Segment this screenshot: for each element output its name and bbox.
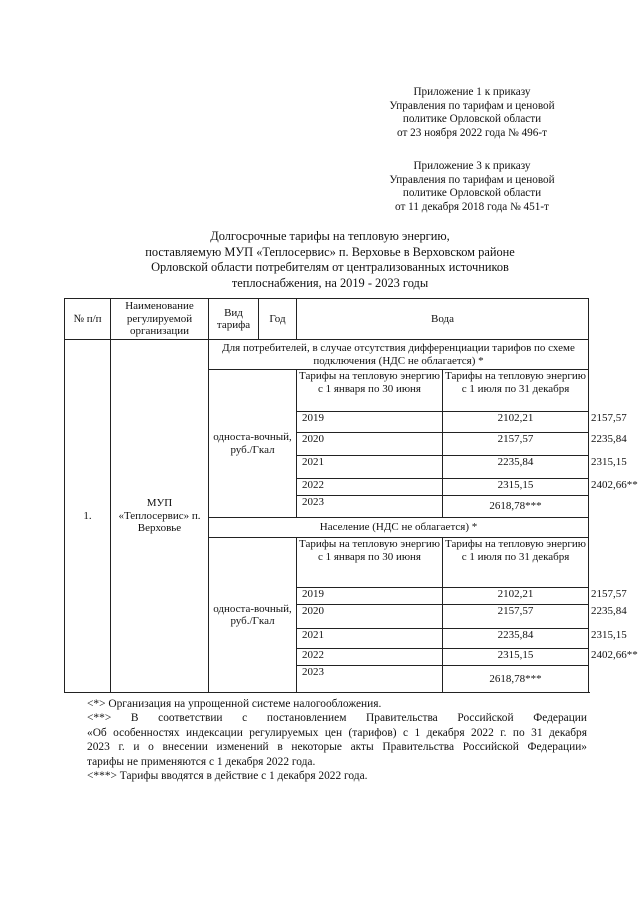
value-cell: 2102,21 bbox=[443, 588, 589, 605]
value-cell: 2235,84 bbox=[443, 629, 589, 649]
value-cell: 2102,21 bbox=[443, 412, 589, 433]
header-type: Вид тарифа bbox=[209, 299, 259, 340]
header-num: № п/п bbox=[65, 299, 111, 340]
table-row: 2019 2102,21 2157,57 bbox=[65, 412, 589, 433]
table-row: 2021 2235,84 2315,15 bbox=[65, 629, 589, 649]
value-cell: 2157,57 bbox=[443, 605, 589, 629]
appendix-1-line: Управления по тарифам и ценовой bbox=[389, 99, 555, 112]
appendix-3-line: Приложение 3 к приказу bbox=[413, 160, 531, 172]
appendix-3-header bbox=[372, 160, 572, 214]
footnote-3: <***> Тарифы вводятся в действие с 1 декабря 2022 года. bbox=[87, 770, 368, 783]
year-cell: 2019 bbox=[297, 588, 443, 605]
title-line: Долгосрочные тарифы на тепловую энергию, bbox=[210, 229, 450, 243]
footnote-2-line: <**> В соответствии с постановлением Правительства Российской Федерации bbox=[87, 712, 587, 725]
document-title bbox=[100, 229, 560, 291]
year-cell: 2022 bbox=[297, 649, 443, 666]
section-2-tariff-type: односта-вочный, руб./Гкал bbox=[209, 538, 297, 693]
footnote-2-line: 2023 г. и о внесении изменений в некоторые акты Правительства Российской Федерации» bbox=[87, 741, 587, 754]
section-1-col2-header: Тарифы на тепловую энергию с 1 июля по 31 декабря bbox=[443, 370, 589, 412]
value-cell: 2315,15 bbox=[443, 479, 589, 496]
header-water: Вода bbox=[297, 299, 589, 340]
table-row: 2022 2315,15 2402,66** bbox=[65, 649, 589, 666]
title-line: поставляемую МУП «Теплосервис» п. Верховье в Верховском районе bbox=[145, 244, 515, 259]
section-1-col1-header: Тарифы на тепловую энергию с 1 января по 30 июня bbox=[297, 370, 443, 412]
footnote-2-line: «Об особенностях индексации регулируемых цен (тарифов) с 1 декабря 2022 г. по 31 декабря bbox=[87, 726, 587, 739]
appendix-1-line: политике Орловской области bbox=[402, 113, 542, 126]
footnotes bbox=[87, 697, 587, 783]
section-1-title-row bbox=[65, 340, 589, 370]
tariff-table bbox=[64, 298, 638, 693]
table-row: 2020 2157,57 2235,84 bbox=[65, 433, 589, 456]
title-line: Орловской области потребителям от централизованных источников bbox=[151, 260, 509, 274]
year-cell: 2022 bbox=[297, 479, 443, 496]
value-cell: 2315,15 bbox=[443, 649, 589, 666]
appendix-1-line: Приложение 1 к приказу bbox=[413, 86, 531, 98]
section-1-title: Для потребителей, в случае отсутствия дифференциации тарифов по схеме подключения (НДС не облагается) * bbox=[209, 340, 589, 370]
year-cell: 2021 bbox=[297, 629, 443, 649]
value-2023-cell: 2618,78*** bbox=[443, 496, 589, 518]
year-cell: 2020 bbox=[297, 605, 443, 629]
appendix-3-line: политике Орловской области bbox=[402, 187, 542, 200]
table-row: 2021 2235,84 2315,15 bbox=[65, 456, 589, 479]
header-year: Год bbox=[259, 299, 297, 340]
appendix-3-line: от 11 декабря 2018 года № 451-т bbox=[395, 200, 549, 213]
year-cell: 2020 bbox=[297, 433, 443, 456]
table-row: 2022 2315,15 2402,66** bbox=[65, 479, 589, 496]
table-header-row bbox=[65, 299, 589, 340]
appendix-3-line: Управления по тарифам и ценовой bbox=[389, 173, 555, 186]
section-2-col2-header: Тарифы на тепловую энергию с 1 июля по 31 декабря bbox=[443, 538, 589, 588]
footnote-2-line: тарифы не применяются с 1 декабря 2022 года. bbox=[87, 755, 316, 768]
appendix-1-header bbox=[372, 86, 572, 140]
section-2-title: Население (НДС не облагается) * bbox=[209, 518, 589, 538]
appendix-1-line: от 23 ноября 2022 года № 496-т bbox=[397, 126, 547, 139]
year-cell: 2023 bbox=[297, 666, 443, 693]
value-cell: 2157,57 bbox=[443, 433, 589, 456]
section-2-col1-header: Тарифы на тепловую энергию с 1 января по 30 июня bbox=[297, 538, 443, 588]
value-cell: 2235,84 bbox=[443, 456, 589, 479]
organization-name: МУП «Теплосервис» п. Верховье bbox=[111, 340, 209, 693]
footnote-1: <*> Организация на упрощенной системе налогообложения. bbox=[87, 698, 382, 710]
header-org: Наименование регулируемой организации bbox=[111, 299, 209, 340]
value-2023-cell: 2618,78*** bbox=[443, 666, 589, 693]
year-cell: 2021 bbox=[297, 456, 443, 479]
table-row: 2020 2157,57 2235,84 bbox=[65, 605, 589, 629]
section-1-tariff-type: односта-вочный, руб./Гкал bbox=[209, 370, 297, 518]
year-cell: 2019 bbox=[297, 412, 443, 433]
title-line: теплоснабжения, на 2019 - 2023 годы bbox=[231, 275, 429, 290]
year-cell: 2023 bbox=[297, 496, 443, 518]
row-number: 1. bbox=[65, 340, 111, 693]
table-row: 2019 2102,21 2157,57 bbox=[65, 588, 589, 605]
